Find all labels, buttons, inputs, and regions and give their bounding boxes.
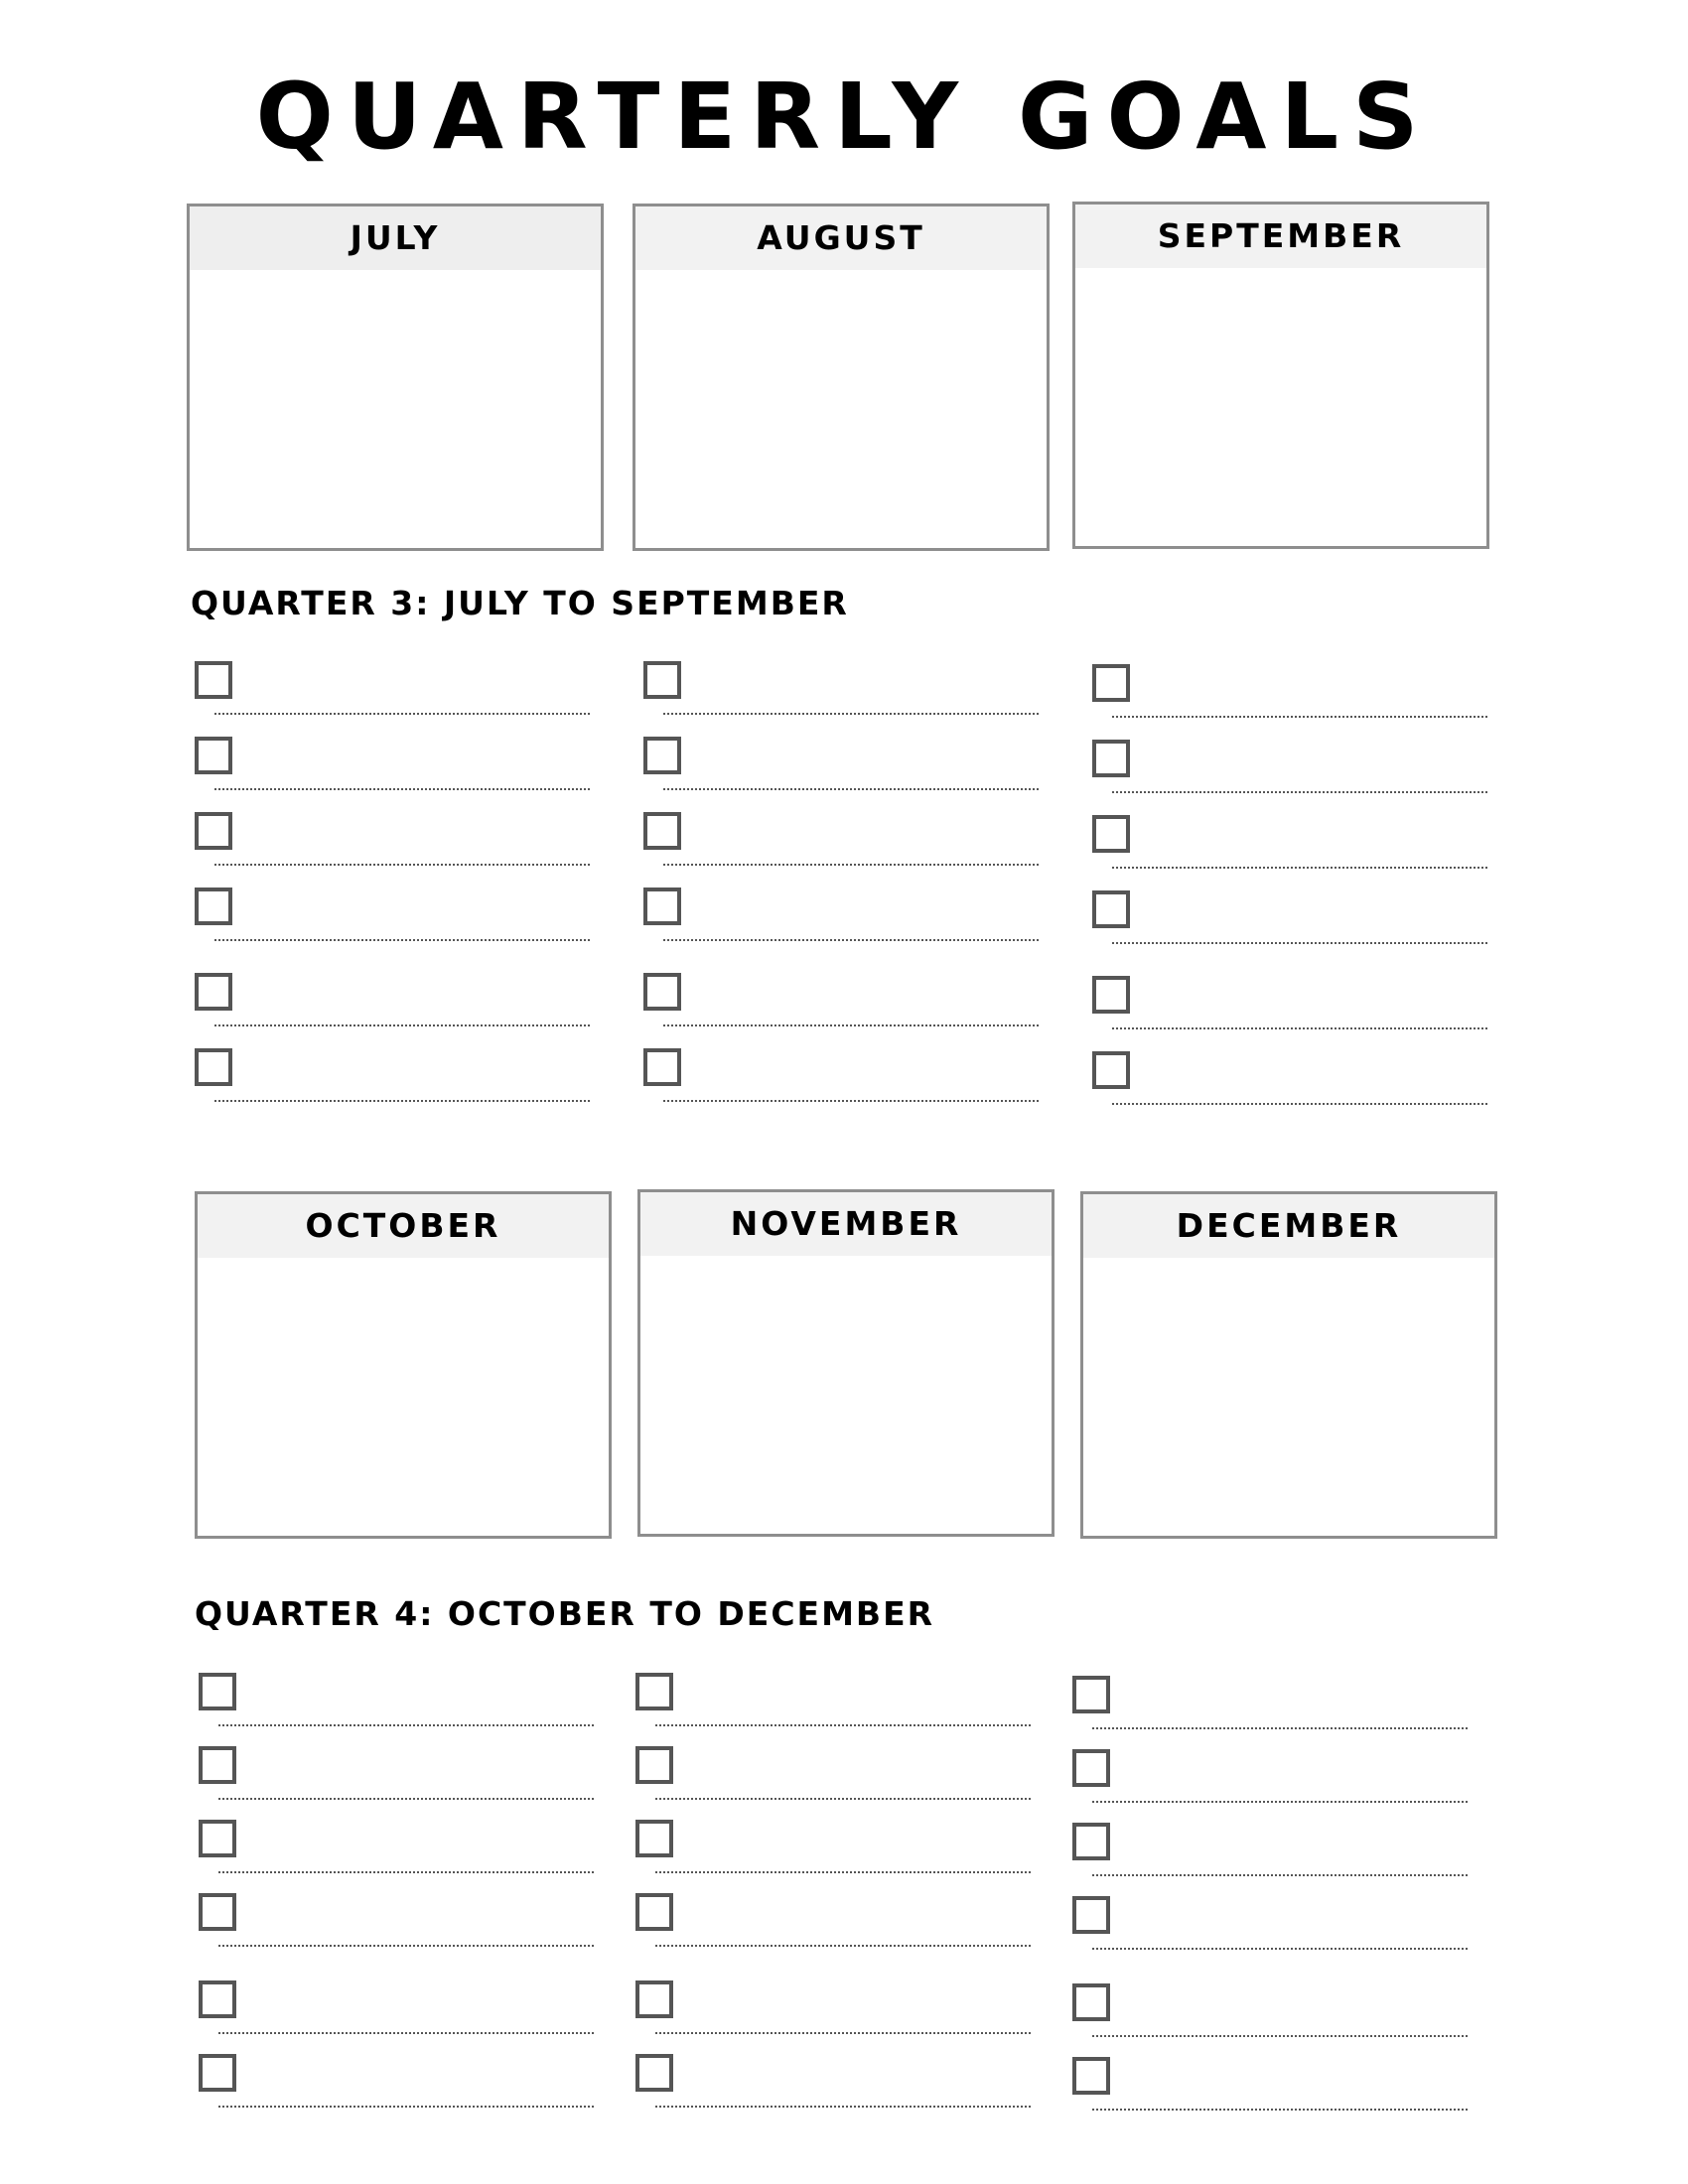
goal-item [635, 1746, 1033, 1806]
goal-line[interactable] [1112, 942, 1487, 944]
goal-line[interactable] [1112, 1027, 1487, 1029]
month-header-october: OCTOBER [198, 1194, 609, 1258]
goal-line[interactable] [214, 713, 590, 715]
checkbox[interactable] [1072, 1896, 1110, 1934]
goal-line[interactable] [1112, 791, 1487, 793]
checkbox[interactable] [195, 973, 232, 1011]
goal-item [1092, 976, 1489, 1035]
checkbox[interactable] [195, 1048, 232, 1086]
month-header-december: DECEMBER [1083, 1194, 1494, 1258]
month-box-july[interactable] [187, 204, 604, 551]
goal-line[interactable] [663, 1100, 1039, 1102]
goal-item [643, 1048, 1041, 1108]
month-box-november[interactable] [637, 1189, 1055, 1537]
goal-item [1092, 664, 1489, 724]
goal-line[interactable] [663, 788, 1039, 790]
goal-item [199, 1746, 596, 1806]
checkbox[interactable] [1072, 1983, 1110, 2021]
month-box-september[interactable] [1072, 202, 1489, 549]
checkbox[interactable] [195, 887, 232, 925]
goal-line[interactable] [655, 1798, 1031, 1800]
goal-item [643, 812, 1041, 872]
goal-line[interactable] [663, 1024, 1039, 1026]
goal-item [1092, 1051, 1489, 1111]
checkbox[interactable] [1072, 1676, 1110, 1713]
checkbox[interactable] [199, 1980, 236, 2018]
month-header-july: JULY [190, 206, 601, 270]
goal-item [635, 1980, 1033, 2040]
checkbox[interactable] [195, 812, 232, 850]
month-box-august[interactable] [633, 204, 1050, 551]
q3-month-row [187, 204, 1487, 551]
goal-item [635, 2054, 1033, 2114]
checkbox[interactable] [643, 1048, 681, 1086]
checkbox[interactable] [643, 737, 681, 774]
checkbox[interactable] [1092, 740, 1130, 777]
goal-item [199, 1893, 596, 1953]
goal-item [195, 661, 592, 721]
goal-line[interactable] [1092, 2035, 1468, 2037]
checkbox[interactable] [635, 1893, 673, 1931]
goal-line[interactable] [655, 2032, 1031, 2034]
quarter3-heading: QUARTER 3: JULY TO SEPTEMBER [191, 584, 849, 622]
checkbox[interactable] [199, 2054, 236, 2092]
goal-item [1072, 1749, 1470, 1809]
goal-line[interactable] [1092, 1874, 1468, 1876]
month-header-november: NOVEMBER [640, 1192, 1052, 1256]
quarter4-heading: QUARTER 4: OCTOBER TO DECEMBER [195, 1594, 935, 1633]
checkbox[interactable] [1092, 1051, 1130, 1089]
goal-item [195, 887, 592, 947]
goal-item [199, 1820, 596, 1879]
goal-item [1072, 1983, 1470, 2043]
page-title: QUARTERLY GOALS [255, 64, 1433, 170]
goal-line[interactable] [1112, 1103, 1487, 1105]
goal-line[interactable] [218, 1724, 594, 1726]
checkbox[interactable] [195, 737, 232, 774]
checkbox[interactable] [643, 887, 681, 925]
goal-item [635, 1820, 1033, 1879]
goal-item [635, 1673, 1033, 1732]
goal-item [643, 737, 1041, 796]
checkbox[interactable] [635, 2054, 673, 2092]
goal-line[interactable] [655, 1871, 1031, 1873]
goal-line[interactable] [655, 1724, 1031, 1726]
goal-item [635, 1893, 1033, 1953]
goal-item [643, 887, 1041, 947]
goal-line[interactable] [214, 1100, 590, 1102]
checkbox[interactable] [199, 1673, 236, 1710]
goal-line[interactable] [218, 2032, 594, 2034]
goal-line[interactable] [663, 939, 1039, 941]
goal-line[interactable] [1112, 867, 1487, 869]
checkbox[interactable] [1072, 1749, 1110, 1787]
checkbox[interactable] [635, 1673, 673, 1710]
goal-line[interactable] [218, 1945, 594, 1947]
goal-item [199, 1980, 596, 2040]
goal-line[interactable] [655, 2106, 1031, 2108]
goal-line[interactable] [218, 2106, 594, 2108]
goal-line[interactable] [214, 1024, 590, 1026]
checkbox[interactable] [195, 661, 232, 699]
checkbox[interactable] [1092, 890, 1130, 928]
goal-item [1072, 1823, 1470, 1882]
checkbox[interactable] [635, 1980, 673, 2018]
goal-item [1092, 740, 1489, 799]
checkbox[interactable] [635, 1746, 673, 1784]
checkbox[interactable] [199, 1820, 236, 1857]
goal-line[interactable] [218, 1871, 594, 1873]
checkbox[interactable] [1072, 2057, 1110, 2095]
goal-item [199, 1673, 596, 1732]
goal-line[interactable] [214, 788, 590, 790]
month-header-september: SEPTEMBER [1075, 205, 1486, 268]
checkbox[interactable] [635, 1820, 673, 1857]
month-header-august: AUGUST [635, 206, 1047, 270]
goal-item [195, 1048, 592, 1108]
checkbox[interactable] [643, 661, 681, 699]
checkbox[interactable] [643, 973, 681, 1011]
goal-line[interactable] [1112, 716, 1487, 718]
checkbox[interactable] [199, 1746, 236, 1784]
checkbox[interactable] [1072, 1823, 1110, 1860]
goal-line[interactable] [663, 864, 1039, 866]
goal-line[interactable] [655, 1945, 1031, 1947]
month-box-december[interactable] [1080, 1191, 1497, 1539]
goal-item [1072, 2057, 1470, 2116]
goal-item [1092, 815, 1489, 875]
checkbox[interactable] [1092, 664, 1130, 702]
goal-item [195, 737, 592, 796]
month-box-october[interactable] [195, 1191, 612, 1539]
checkbox[interactable] [643, 812, 681, 850]
goal-item [195, 973, 592, 1032]
goal-item [199, 2054, 596, 2114]
goal-line[interactable] [214, 864, 590, 866]
checkbox[interactable] [199, 1893, 236, 1931]
goal-line[interactable] [1092, 2109, 1468, 2111]
goal-line[interactable] [1092, 1801, 1468, 1803]
goal-line[interactable] [214, 939, 590, 941]
goal-line[interactable] [1092, 1948, 1468, 1950]
q4-month-row [195, 1191, 1495, 1539]
goal-item [1072, 1896, 1470, 1956]
goal-item [1092, 890, 1489, 950]
goal-line[interactable] [218, 1798, 594, 1800]
goal-item [195, 812, 592, 872]
goal-line[interactable] [1092, 1727, 1468, 1729]
checkbox[interactable] [1092, 976, 1130, 1014]
checkbox[interactable] [1092, 815, 1130, 853]
goal-item [643, 661, 1041, 721]
goal-item [1072, 1676, 1470, 1735]
goal-line[interactable] [663, 713, 1039, 715]
goal-item [643, 973, 1041, 1032]
